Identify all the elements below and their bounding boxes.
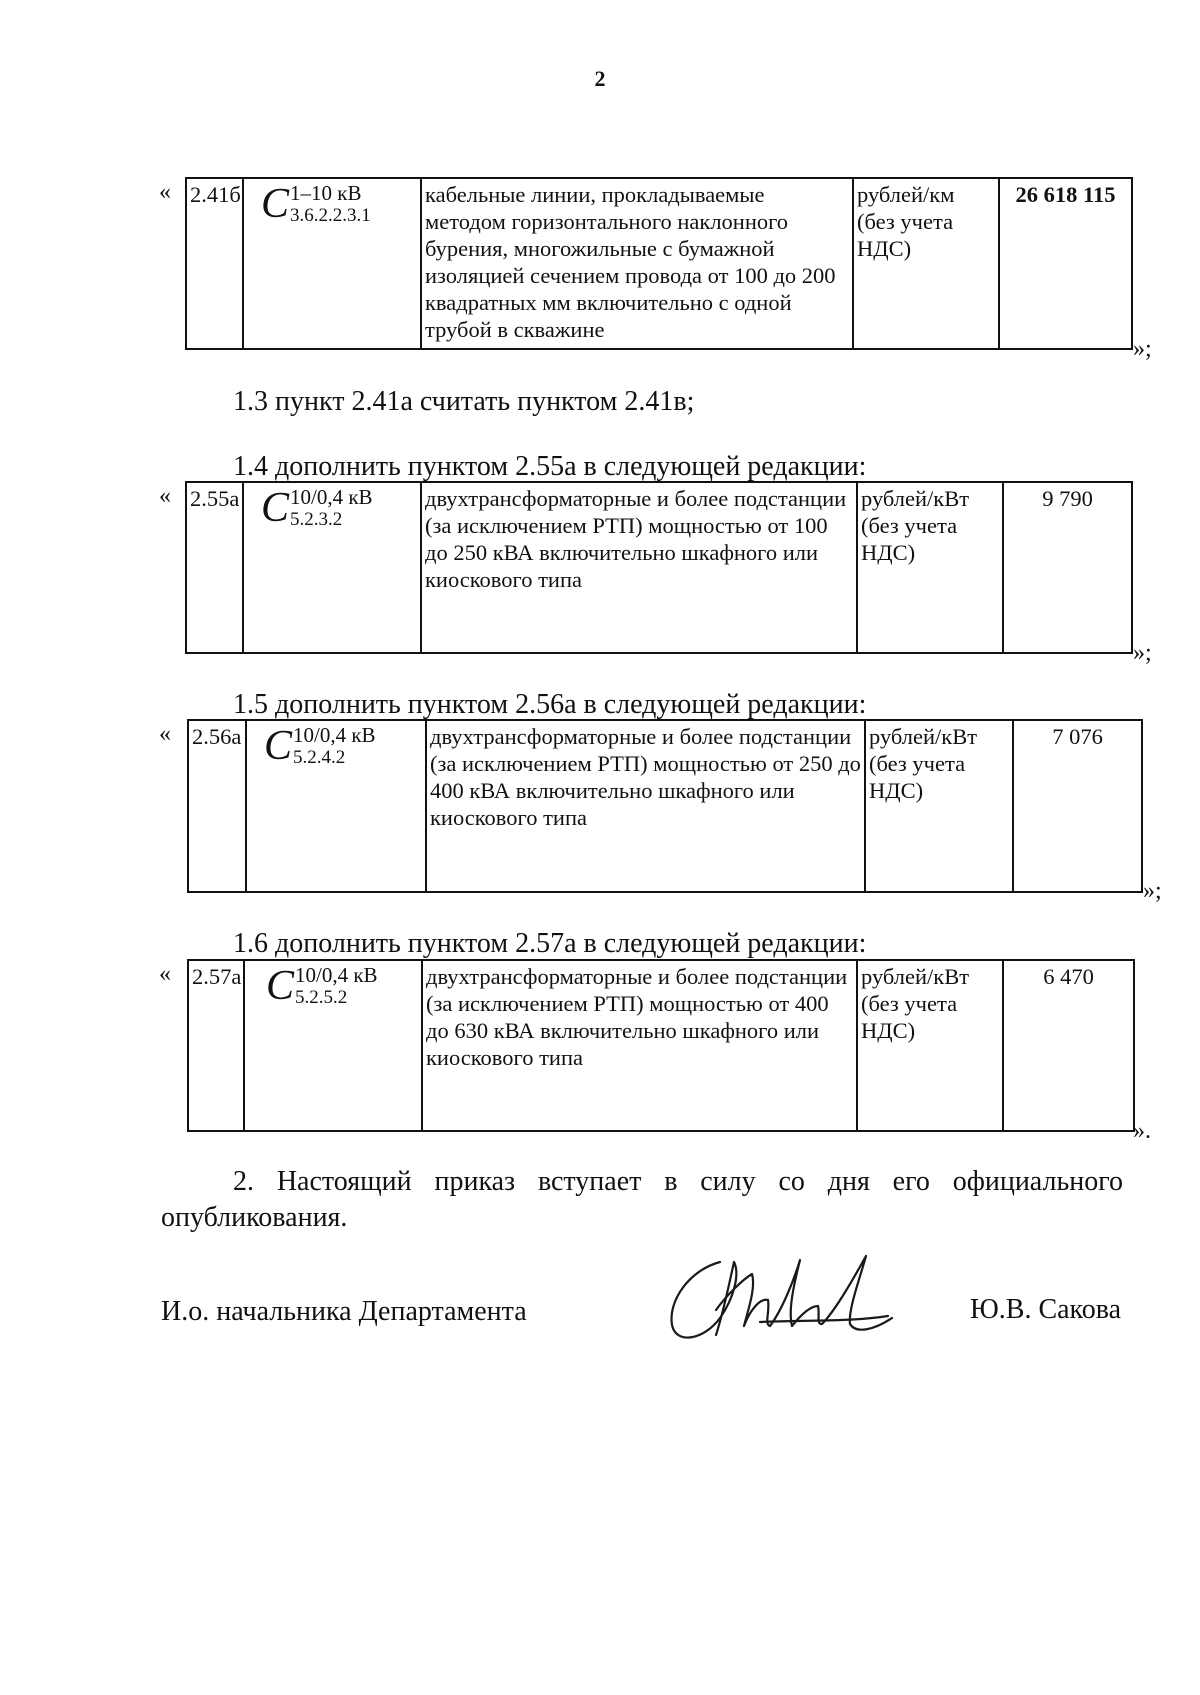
rate-symbol-cell bbox=[244, 960, 422, 1131]
closing-quote: »; bbox=[1133, 336, 1152, 362]
closing-quote: »; bbox=[1133, 640, 1152, 666]
item-description: двухтрансформаторные и более подстанции (за исключением РТП) мощностью от 250 до 400 кВА включительно шкафного или киоскового типа bbox=[426, 720, 865, 892]
rate-symbol bbox=[264, 723, 376, 769]
item-description: двухтрансформаторные и более подстанции (за исключением РТП) мощностью от 100 до 250 кВА включительно шкафного или киоскового типа bbox=[421, 482, 857, 653]
item-2-paragraph bbox=[161, 1164, 1123, 1236]
tariff-table-2-41b bbox=[185, 177, 1133, 350]
rate-symbol-letter: C bbox=[261, 181, 290, 227]
rate-symbol-letter: C bbox=[261, 485, 290, 531]
table-2-57a-block bbox=[155, 957, 1165, 1144]
item-value: 6 470 bbox=[1003, 960, 1134, 1131]
opening-quote: « bbox=[159, 961, 171, 987]
rate-symbol-subscript: 3.6.2.2.3.1 bbox=[290, 205, 371, 226]
rate-symbol-superscript: 10/0,4 кВ bbox=[290, 485, 373, 509]
item-number: 2.56а bbox=[188, 720, 246, 892]
rate-symbol-letter: C bbox=[264, 723, 293, 769]
rate-symbol-subscript: 5.2.4.2 bbox=[293, 747, 346, 768]
rate-symbol-letter: C bbox=[266, 963, 295, 1009]
rate-symbol-cell bbox=[246, 720, 426, 892]
rate-symbol-cell bbox=[243, 178, 421, 349]
item-number: 2.41б bbox=[186, 178, 243, 349]
item-value: 9 790 bbox=[1003, 482, 1132, 653]
item-1-5-heading: 1.5 дополнить пунктом 2.56а в следующей редакции: bbox=[233, 689, 867, 720]
rate-symbol-superscript: 10/0,4 кВ bbox=[293, 723, 376, 747]
item-1-4-heading: 1.4 дополнить пунктом 2.55а в следующей редакции: bbox=[233, 451, 867, 482]
item-unit: рублей/кВт (без учета НДС) bbox=[865, 720, 1013, 892]
handwritten-signature bbox=[660, 1240, 900, 1350]
signatory-title: И.о. начальника Департамента bbox=[161, 1296, 527, 1327]
item-description: кабельные линии, прокладываемые методом горизонтального наклонного бурения, многожильные с бумажной изоляцией сечением провода от 100 до 200 квадратных мм включительно с одной трубой в скважине bbox=[421, 178, 853, 349]
item-description: двухтрансформаторные и более подстанции (за исключением РТП) мощностью от 400 до 630 кВА включительно шкафного или киоскового типа bbox=[422, 960, 857, 1131]
item-1-6-heading: 1.6 дополнить пунктом 2.57а в следующей редакции: bbox=[233, 928, 867, 959]
item-value: 7 076 bbox=[1013, 720, 1142, 892]
opening-quote: « bbox=[159, 483, 171, 509]
table-2-55a-block bbox=[155, 479, 1155, 666]
rate-symbol bbox=[266, 963, 378, 1009]
rate-symbol-subscript: 5.2.3.2 bbox=[290, 509, 343, 530]
rate-symbol-cell bbox=[243, 482, 421, 653]
tariff-table-2-55a bbox=[185, 481, 1133, 654]
tariff-table-2-57a bbox=[187, 959, 1135, 1132]
rate-symbol bbox=[261, 181, 371, 227]
table-2-56a-block bbox=[155, 717, 1165, 904]
item-number: 2.57а bbox=[188, 960, 244, 1131]
page-number: 2 bbox=[594, 66, 606, 91]
opening-quote: « bbox=[159, 179, 171, 205]
item-number: 2.55а bbox=[186, 482, 243, 653]
item-1-3: 1.3 пункт 2.41а считать пунктом 2.41в; bbox=[233, 386, 695, 417]
closing-quote: ». bbox=[1133, 1118, 1151, 1144]
rate-symbol-subscript: 5.2.5.2 bbox=[295, 987, 348, 1008]
item-2-text: 2. Настоящий приказ вступает в силу со дня его официального опубликования. bbox=[161, 1166, 1123, 1233]
item-unit: рублей/кВт (без учета НДС) bbox=[857, 960, 1003, 1131]
closing-quote: »; bbox=[1143, 878, 1162, 904]
rate-symbol-superscript: 1–10 кВ bbox=[290, 181, 362, 205]
item-unit: рублей/км (без учета НДС) bbox=[853, 178, 999, 349]
rate-symbol bbox=[261, 485, 373, 531]
item-unit: рублей/кВт (без учета НДС) bbox=[857, 482, 1003, 653]
rate-symbol-superscript: 10/0,4 кВ bbox=[295, 963, 378, 987]
table-2-41b-block bbox=[155, 175, 1155, 362]
signatory-name: Ю.В. Сакова bbox=[970, 1294, 1122, 1325]
opening-quote: « bbox=[159, 721, 171, 747]
tariff-table-2-56a bbox=[187, 719, 1143, 893]
item-value: 26 618 115 bbox=[999, 178, 1132, 349]
